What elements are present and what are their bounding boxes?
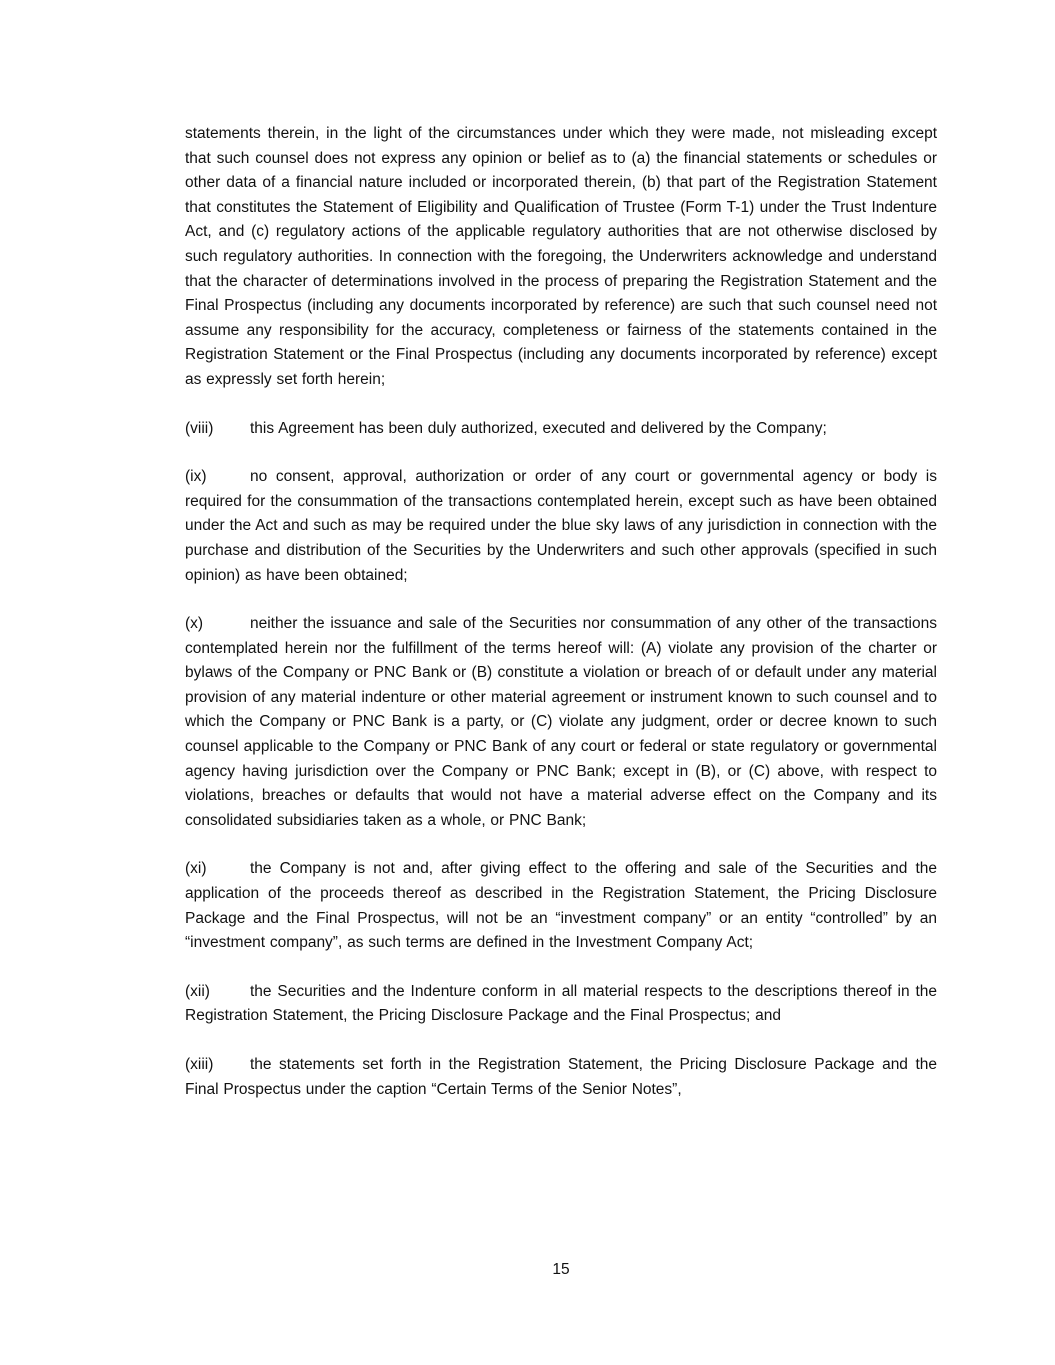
document-body [185, 122, 937, 1126]
paragraph-label: (xii) [185, 982, 210, 1000]
paragraph [185, 612, 937, 833]
paragraph-text: the Securities and the Indenture conform in all material respects to the descriptions thereof in the Registration Statement, the Pricing Disclosure Package and the Final Prospectus; and [185, 982, 937, 1025]
paragraph-text: the Company is not and, after giving effect to the offering and sale of the Securities and the application of the proceeds thereof as described in the Registration Statement, the Pricing Disclosure Package and the Final Prospectus, will not be an “investment company” or an entity “controlled” by an “investment company”, as such terms are defined in the Investment Company Act; [185, 860, 937, 952]
paragraph-label: (x) [185, 615, 204, 633]
paragraph-label: (xi) [185, 860, 207, 878]
paragraph [185, 122, 937, 393]
paragraph-label: (viii) [185, 419, 214, 437]
paragraph [185, 1053, 937, 1102]
paragraph-label: (ix) [185, 468, 207, 486]
paragraph-text: neither the issuance and sale of the Securities nor consummation of any other of the transactions contemplated herein nor the fulfillment of the terms hereof will: (A) violate any provision of the charter or bylaws of the Company or PNC Bank or (B) constitute a violation or breach of or default under any material provision of any material indenture or other material agreement or instrument known to such counsel and to which the Company or PNC Bank is a party, or (C) violate any judgment, order or decree known to such counsel applicable to the Company or PNC Bank of any court or federal or state regulatory or governmental agency having jurisdiction over the Company or PNC Bank; except in (B), or (C) above, with respect to violations, breaches or defaults that would not have a material adverse effect on the Company and its consolidated subsidiaries taken as a whole, or PNC Bank; [185, 615, 937, 829]
paragraph [185, 465, 937, 588]
paragraph-text: the statements set forth in the Registration Statement, the Pricing Disclosure Package and the Final Prospectus under the caption “Certain Terms of the Senior Notes”, [185, 1056, 937, 1098]
page-number: 15 [552, 1261, 570, 1278]
paragraph [185, 980, 937, 1029]
paragraph-text: statements therein, in the light of the circumstances under which they were made, not misleading except that such counsel does not express any opinion or belief as to (a) the financial statements or schedules or other data of a financial nature included or incorporated therein, (b) that part of the Registration Statement that constitutes the Statement of Eligibility and Qualification of Trustee (Form T-1) under the Trust Indenture Act, and (c) regulatory actions of the applicable regulatory authorities that are not otherwise disclosed by such regulatory authorities. In connection with the foregoing, the Underwriters acknowledge and understand that the character of determinations involved in the process of preparing the Registration Statement and the Final Prospectus (including any documents incorporated by reference) are such that such counsel need not assume any responsibility for the accuracy, completeness or fairness of the statements contained in the Registration Statement or the Final Prospectus (including any documents incorporated by reference) except as expressly set forth herein; [185, 125, 937, 388]
paragraph-text: this Agreement has been duly authorized, executed and delivered by the Company; [250, 419, 827, 437]
paragraph-label: (xiii) [185, 1056, 214, 1073]
paragraph-text: no consent, approval, authorization or order of any court or governmental agency or body is required for the consummation of the transactions contemplated herein, except such as have been obtained under the Act and such as may be required under the blue sky laws of any jurisdiction in connection with the purchase and distribution of the Securities by the Underwriters and such other approvals (specified in such opinion) as have been obtained; [185, 468, 937, 584]
paragraph [185, 857, 937, 955]
paragraph [185, 417, 937, 442]
